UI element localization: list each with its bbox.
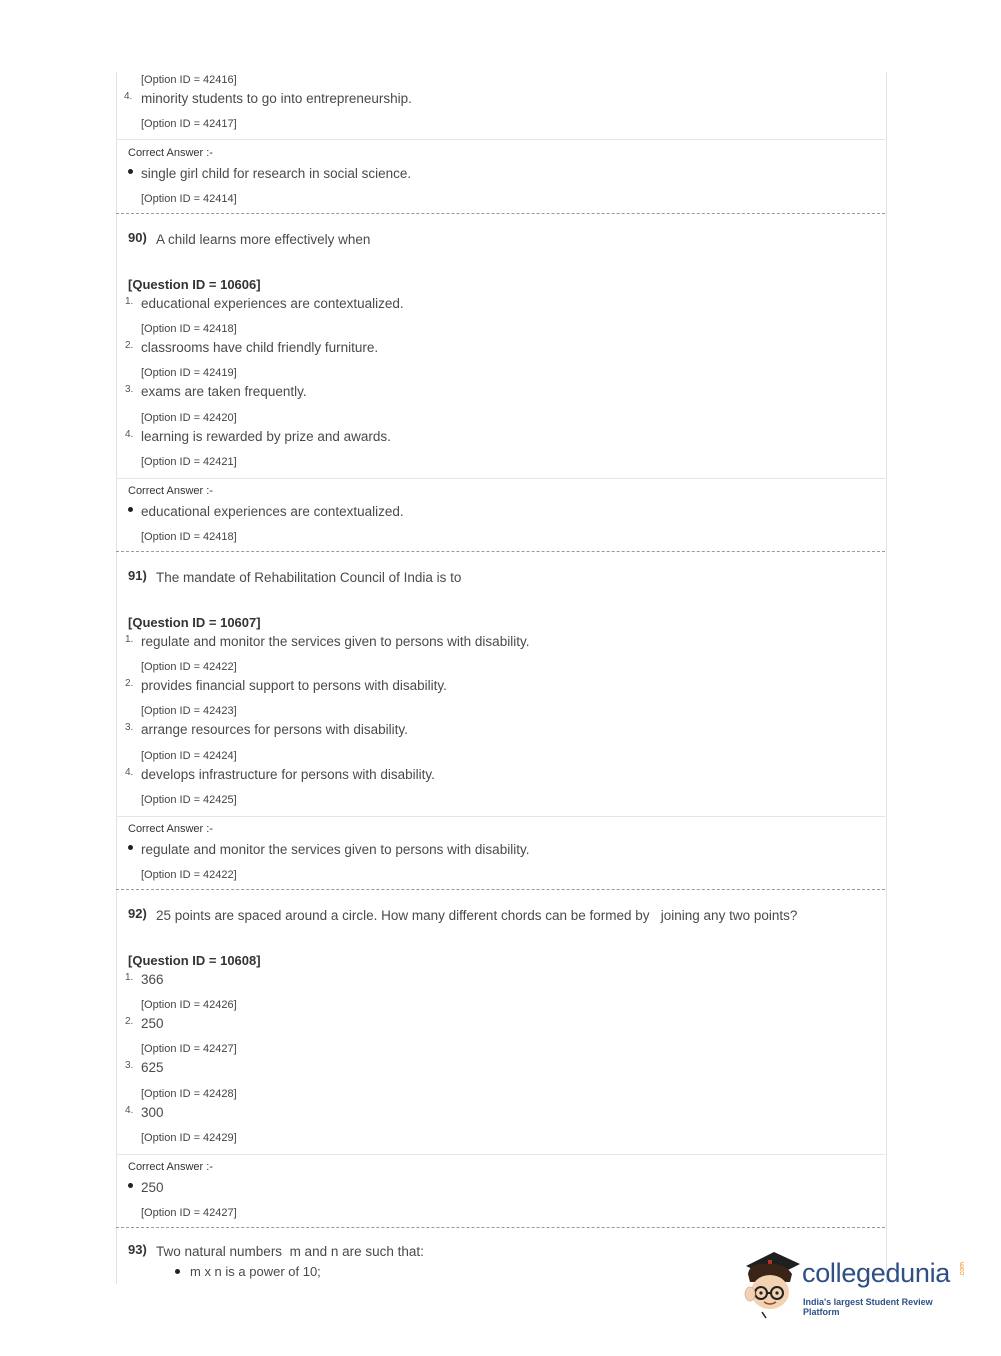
- q89-answer-id: [Option ID = 42414]: [141, 193, 237, 205]
- brand-tagline: India's largest Student Review Platform: [803, 1297, 933, 1317]
- q90-option3-number: 3.: [125, 384, 134, 395]
- q90-option4-id: [Option ID = 42421]: [141, 456, 237, 468]
- q90-option4-text: learning is rewarded by prize and awards.: [141, 429, 391, 444]
- q90-option3-id: [Option ID = 42420]: [141, 412, 237, 424]
- list-bullet: [175, 1269, 180, 1274]
- q91-number: 91): [128, 568, 147, 583]
- q92-option1-number: 1.: [125, 972, 134, 983]
- q90-option3-text: exams are taken frequently.: [141, 384, 307, 399]
- q92-answer-text: 250: [141, 1180, 164, 1195]
- q91-option1-text: regulate and monitor the services given to persons with disability.: [141, 634, 530, 649]
- q89-option4-id: [Option ID = 42417]: [141, 118, 237, 130]
- q91-question-id: [Question ID = 10607]: [128, 615, 261, 630]
- q90-answer-text: educational experiences are contextualized.: [141, 504, 404, 519]
- answer-bullet: [128, 845, 133, 850]
- q93-text: Two natural numbers m and n are such that:: [156, 1244, 424, 1259]
- answer-bullet: [128, 1183, 133, 1188]
- collegedunia-logo: [740, 1248, 970, 1320]
- q90-option2-number: 2.: [125, 340, 134, 351]
- question-separator: [116, 889, 885, 890]
- brand-name: collegedunia: [802, 1258, 951, 1288]
- q90-option2-text: classrooms have child friendly furniture.: [141, 340, 379, 355]
- brand-domain-suffix: .com: [959, 1262, 966, 1278]
- q93-bullet1-text: m x n is a power of 10;: [190, 1264, 321, 1279]
- q91-answer-id: [Option ID = 42422]: [141, 869, 237, 881]
- q92-option3-id: [Option ID = 42428]: [141, 1088, 237, 1100]
- q91-option1-id: [Option ID = 42422]: [141, 661, 237, 673]
- q92-option4-text: 300: [141, 1105, 164, 1120]
- q92-text: 25 points are spaced around a circle. How many different chords can be formed by joining any two points?: [156, 908, 798, 923]
- q89-option4-number: 4.: [124, 91, 133, 102]
- q92-option2-number: 2.: [125, 1016, 134, 1027]
- q91-option2-number: 2.: [125, 678, 134, 689]
- q90-option1-id: [Option ID = 42418]: [141, 323, 237, 335]
- q92-option1-text: 366: [141, 972, 164, 987]
- q92-option4-number: 4.: [125, 1105, 134, 1116]
- answer-bullet: [128, 507, 133, 512]
- q90-text: A child learns more effectively when: [156, 232, 371, 247]
- q92-option2-id: [Option ID = 42427]: [141, 1043, 237, 1055]
- q89-answer-label: Correct Answer :-: [128, 147, 213, 159]
- divider: [116, 816, 885, 817]
- student-mascot-icon: [740, 1248, 802, 1320]
- q90-question-id: [Question ID = 10606]: [128, 277, 261, 292]
- q89-option4-text: minority students to go into entrepreneurship.: [141, 91, 412, 106]
- q91-option1-number: 1.: [125, 634, 134, 645]
- q90-answer-id: [Option ID = 42418]: [141, 531, 237, 543]
- q90-option4-number: 4.: [125, 429, 134, 440]
- q90-option1-number: 1.: [125, 296, 134, 307]
- q91-option4-number: 4.: [125, 767, 134, 778]
- q91-text: The mandate of Rehabilitation Council of India is to: [156, 570, 462, 585]
- q92-question-id: [Question ID = 10608]: [128, 953, 261, 968]
- q92-option1-id: [Option ID = 42426]: [141, 999, 237, 1011]
- q90-option1-text: educational experiences are contextualized.: [141, 296, 404, 311]
- divider: [116, 1154, 885, 1155]
- q91-answer-label: Correct Answer :-: [128, 823, 213, 835]
- q92-answer-id: [Option ID = 42427]: [141, 1207, 237, 1219]
- q92-number: 92): [128, 906, 147, 921]
- q92-option2-text: 250: [141, 1016, 164, 1031]
- q92-answer-label: Correct Answer :-: [128, 1161, 213, 1173]
- q91-option2-id: [Option ID = 42423]: [141, 705, 237, 717]
- q92-option3-text: 625: [141, 1060, 164, 1075]
- q91-option4-text: develops infrastructure for persons with disability.: [141, 767, 435, 782]
- question-separator: [116, 213, 885, 214]
- q91-option3-number: 3.: [125, 722, 134, 733]
- q91-option3-id: [Option ID = 42424]: [141, 750, 237, 762]
- q91-option3-text: arrange resources for persons with disability.: [141, 722, 408, 737]
- question-separator: [116, 1227, 885, 1228]
- answer-bullet: [128, 169, 133, 174]
- q93-number: 93): [128, 1242, 147, 1257]
- divider: [116, 139, 885, 140]
- q92-option4-id: [Option ID = 42429]: [141, 1132, 237, 1144]
- q90-number: 90): [128, 230, 147, 245]
- q89-answer-text: single girl child for research in social science.: [141, 166, 412, 181]
- q91-option2-text: provides financial support to persons with disability.: [141, 678, 447, 693]
- divider: [116, 478, 885, 479]
- q91-answer-text: regulate and monitor the services given to persons with disability.: [141, 842, 530, 857]
- q90-answer-label: Correct Answer :-: [128, 485, 213, 497]
- q90-option2-id: [Option ID = 42419]: [141, 367, 237, 379]
- question-separator: [116, 551, 885, 552]
- q92-option3-number: 3.: [125, 1060, 134, 1071]
- q91-option4-id: [Option ID = 42425]: [141, 794, 237, 806]
- q89-option3-id: [Option ID = 42416]: [141, 74, 237, 86]
